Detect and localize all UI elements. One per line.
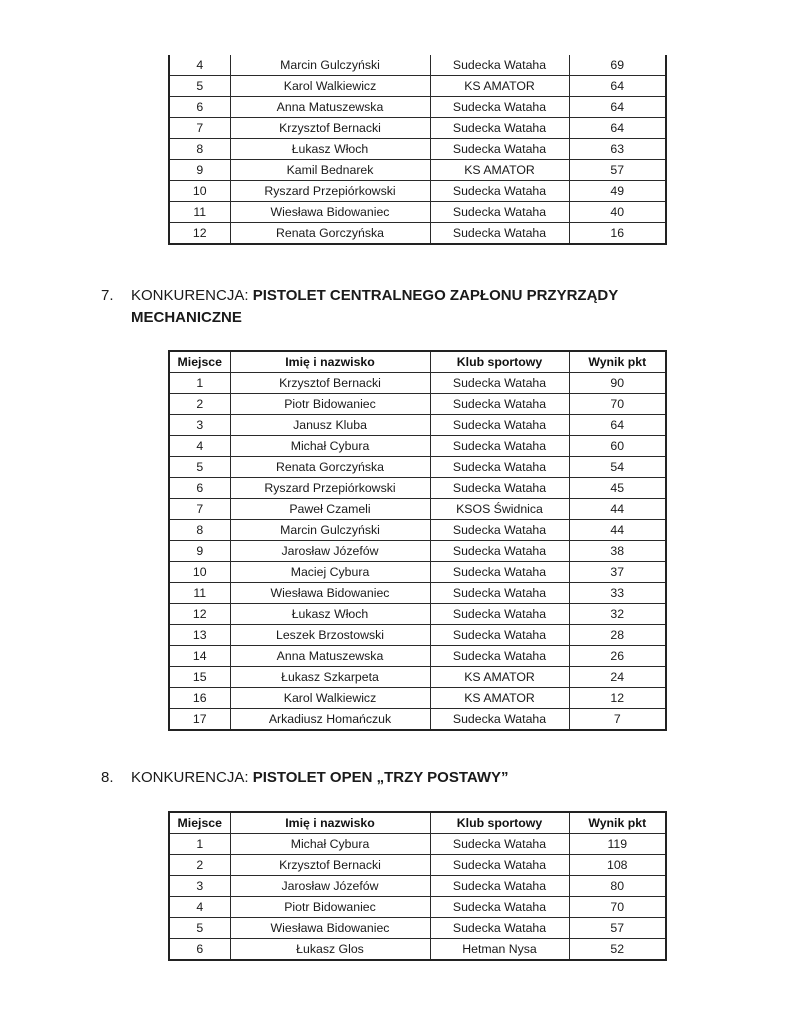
table-row: [169, 436, 666, 457]
table-row: [169, 667, 666, 688]
cell-score: 37: [569, 562, 666, 583]
cell-name: Arkadiusz Homańczuk: [230, 709, 430, 731]
cell-name: Łukasz Glos: [230, 939, 430, 961]
cell-club: Sudecka Wataha: [430, 223, 569, 245]
table-row: [169, 625, 666, 646]
cell-place: 1: [169, 373, 230, 394]
cell-name: Renata Gorczyńska: [230, 457, 430, 478]
cell-club: KS AMATOR: [430, 688, 569, 709]
cell-name: Anna Matuszewska: [230, 97, 430, 118]
table-row: [169, 118, 666, 139]
cell-club: Sudecka Wataha: [430, 436, 569, 457]
results-table-section-8: [168, 811, 667, 961]
cell-score: 54: [569, 457, 666, 478]
table-row: [169, 562, 666, 583]
cell-name: Maciej Cybura: [230, 562, 430, 583]
table-body: [169, 373, 666, 731]
table-row: [169, 55, 666, 76]
section-title-line2: MECHANICZNE: [131, 309, 242, 326]
cell-name: Krzysztof Bernacki: [230, 118, 430, 139]
cell-place: 7: [169, 499, 230, 520]
table-row: [169, 939, 666, 961]
cell-place: 12: [169, 223, 230, 245]
cell-name: Krzysztof Bernacki: [230, 373, 430, 394]
cell-name: Krzysztof Bernacki: [230, 855, 430, 876]
cell-name: Jarosław Józefów: [230, 876, 430, 897]
cell-club: Sudecka Wataha: [430, 897, 569, 918]
table-row: [169, 373, 666, 394]
table-row: [169, 415, 666, 436]
cell-score: 69: [569, 55, 666, 76]
section-prefix: KONKURENCJA:: [131, 287, 253, 304]
cell-place: 10: [169, 181, 230, 202]
cell-name: Marcin Gulczyński: [230, 55, 430, 76]
section-title: PISTOLET CENTRALNEGO ZAPŁONU PRZYRZĄDY: [252, 287, 619, 304]
cell-score: 64: [569, 415, 666, 436]
cell-score: 44: [569, 499, 666, 520]
cell-place: 13: [169, 625, 230, 646]
cell-score: 44: [569, 520, 666, 541]
header-club: Klub sportowy: [430, 351, 569, 373]
cell-place: 4: [169, 55, 230, 76]
cell-club: Sudecka Wataha: [430, 583, 569, 604]
cell-place: 4: [169, 897, 230, 918]
cell-score: 49: [569, 181, 666, 202]
cell-place: 3: [169, 876, 230, 897]
cell-club: Sudecka Wataha: [430, 604, 569, 625]
cell-score: 26: [569, 646, 666, 667]
cell-club: Sudecka Wataha: [430, 876, 569, 897]
cell-place: 6: [169, 939, 230, 961]
cell-name: Wiesława Bidowaniec: [230, 583, 430, 604]
cell-name: Jarosław Józefów: [230, 541, 430, 562]
header-place: Miejsce: [169, 351, 230, 373]
table-row: [169, 583, 666, 604]
cell-place: 6: [169, 478, 230, 499]
table-row: [169, 897, 666, 918]
cell-score: 108: [569, 855, 666, 876]
cell-score: 80: [569, 876, 666, 897]
cell-name: Łukasz Włoch: [230, 604, 430, 625]
cell-place: 7: [169, 118, 230, 139]
cell-score: 33: [569, 583, 666, 604]
cell-club: Sudecka Wataha: [430, 202, 569, 223]
cell-club: Sudecka Wataha: [430, 646, 569, 667]
cell-place: 10: [169, 562, 230, 583]
cell-score: 63: [569, 139, 666, 160]
cell-place: 8: [169, 520, 230, 541]
table-row: [169, 688, 666, 709]
cell-name: Piotr Bidowaniec: [230, 897, 430, 918]
table-row: [169, 855, 666, 876]
cell-name: Michał Cybura: [230, 436, 430, 457]
cell-place: 14: [169, 646, 230, 667]
cell-club: Sudecka Wataha: [430, 97, 569, 118]
cell-club: Sudecka Wataha: [430, 181, 569, 202]
cell-score: 57: [569, 160, 666, 181]
cell-club: Sudecka Wataha: [430, 118, 569, 139]
table-row: [169, 541, 666, 562]
cell-score: 45: [569, 478, 666, 499]
cell-score: 12: [569, 688, 666, 709]
cell-score: 24: [569, 667, 666, 688]
table-row: [169, 457, 666, 478]
table-row: [169, 520, 666, 541]
table-row: [169, 709, 666, 731]
cell-place: 9: [169, 541, 230, 562]
cell-score: 28: [569, 625, 666, 646]
section-number: 8.: [101, 769, 114, 786]
cell-place: 16: [169, 688, 230, 709]
cell-score: 32: [569, 604, 666, 625]
cell-name: Anna Matuszewska: [230, 646, 430, 667]
header-score: Wynik pkt: [569, 812, 666, 834]
cell-place: 12: [169, 604, 230, 625]
table-row: [169, 918, 666, 939]
section-title: PISTOLET OPEN „TRZY POSTAWY”: [252, 769, 509, 786]
table-row: [169, 223, 666, 245]
cell-name: Ryszard Przepiórkowski: [230, 478, 430, 499]
table-row: [169, 499, 666, 520]
cell-club: Sudecka Wataha: [430, 541, 569, 562]
section-8-heading: [101, 767, 509, 789]
table-row: [169, 834, 666, 855]
table-row: [169, 181, 666, 202]
cell-club: KS AMATOR: [430, 667, 569, 688]
cell-club: Sudecka Wataha: [430, 478, 569, 499]
cell-place: 1: [169, 834, 230, 855]
cell-score: 90: [569, 373, 666, 394]
cell-club: Hetman Nysa: [430, 939, 569, 961]
cell-score: 52: [569, 939, 666, 961]
cell-place: 2: [169, 394, 230, 415]
cell-club: KS AMATOR: [430, 160, 569, 181]
cell-club: Sudecka Wataha: [430, 625, 569, 646]
cell-score: 7: [569, 709, 666, 731]
cell-club: Sudecka Wataha: [430, 709, 569, 731]
cell-score: 64: [569, 118, 666, 139]
cell-club: Sudecka Wataha: [430, 834, 569, 855]
cell-name: Leszek Brzostowski: [230, 625, 430, 646]
table-row: [169, 604, 666, 625]
cell-club: Sudecka Wataha: [430, 415, 569, 436]
cell-score: 38: [569, 541, 666, 562]
table-row: [169, 394, 666, 415]
cell-score: 60: [569, 436, 666, 457]
cell-name: Michał Cybura: [230, 834, 430, 855]
cell-place: 4: [169, 436, 230, 457]
section-7-heading: [101, 285, 618, 329]
cell-name: Marcin Gulczyński: [230, 520, 430, 541]
cell-club: Sudecka Wataha: [430, 139, 569, 160]
cell-club: Sudecka Wataha: [430, 918, 569, 939]
cell-place: 11: [169, 202, 230, 223]
cell-score: 16: [569, 223, 666, 245]
cell-club: Sudecka Wataha: [430, 55, 569, 76]
header-name: Imię i nazwisko: [230, 812, 430, 834]
cell-club: Sudecka Wataha: [430, 457, 569, 478]
cell-place: 5: [169, 918, 230, 939]
cell-place: 6: [169, 97, 230, 118]
cell-score: 64: [569, 97, 666, 118]
cell-place: 5: [169, 76, 230, 97]
cell-club: KSOS Świdnica: [430, 499, 569, 520]
results-table-continued: [168, 55, 667, 245]
cell-score: 40: [569, 202, 666, 223]
cell-name: Renata Gorczyńska: [230, 223, 430, 245]
table-row: [169, 76, 666, 97]
cell-score: 70: [569, 897, 666, 918]
cell-place: 15: [169, 667, 230, 688]
cell-club: Sudecka Wataha: [430, 394, 569, 415]
table-row: [169, 646, 666, 667]
cell-place: 5: [169, 457, 230, 478]
section-number: 7.: [101, 287, 114, 304]
cell-club: KS AMATOR: [430, 76, 569, 97]
cell-place: 3: [169, 415, 230, 436]
table-row: [169, 139, 666, 160]
section-prefix: KONKURENCJA:: [131, 769, 253, 786]
cell-place: 9: [169, 160, 230, 181]
header-place: Miejsce: [169, 812, 230, 834]
cell-score: 70: [569, 394, 666, 415]
results-table-section-7: [168, 350, 667, 731]
table-row: [169, 876, 666, 897]
cell-club: Sudecka Wataha: [430, 520, 569, 541]
cell-score: 64: [569, 76, 666, 97]
cell-place: 2: [169, 855, 230, 876]
cell-name: Karol Walkiewicz: [230, 76, 430, 97]
cell-place: 17: [169, 709, 230, 731]
cell-score: 57: [569, 918, 666, 939]
cell-name: Kamil Bednarek: [230, 160, 430, 181]
cell-name: Łukasz Szkarpeta: [230, 667, 430, 688]
cell-name: Karol Walkiewicz: [230, 688, 430, 709]
header-club: Klub sportowy: [430, 812, 569, 834]
table-header-row: [169, 351, 666, 373]
table-body: [169, 834, 666, 961]
header-score: Wynik pkt: [569, 351, 666, 373]
cell-place: 8: [169, 139, 230, 160]
cell-score: 119: [569, 834, 666, 855]
table-row: [169, 202, 666, 223]
cell-name: Piotr Bidowaniec: [230, 394, 430, 415]
cell-club: Sudecka Wataha: [430, 855, 569, 876]
table-body: [169, 55, 666, 244]
cell-name: Paweł Czameli: [230, 499, 430, 520]
cell-name: Wiesława Bidowaniec: [230, 918, 430, 939]
header-name: Imię i nazwisko: [230, 351, 430, 373]
table-row: [169, 160, 666, 181]
cell-club: Sudecka Wataha: [430, 562, 569, 583]
cell-club: Sudecka Wataha: [430, 373, 569, 394]
table-header-row: [169, 812, 666, 834]
table-row: [169, 478, 666, 499]
cell-place: 11: [169, 583, 230, 604]
cell-name: Janusz Kluba: [230, 415, 430, 436]
table-row: [169, 97, 666, 118]
cell-name: Ryszard Przepiórkowski: [230, 181, 430, 202]
cell-name: Łukasz Włoch: [230, 139, 430, 160]
cell-name: Wiesława Bidowaniec: [230, 202, 430, 223]
